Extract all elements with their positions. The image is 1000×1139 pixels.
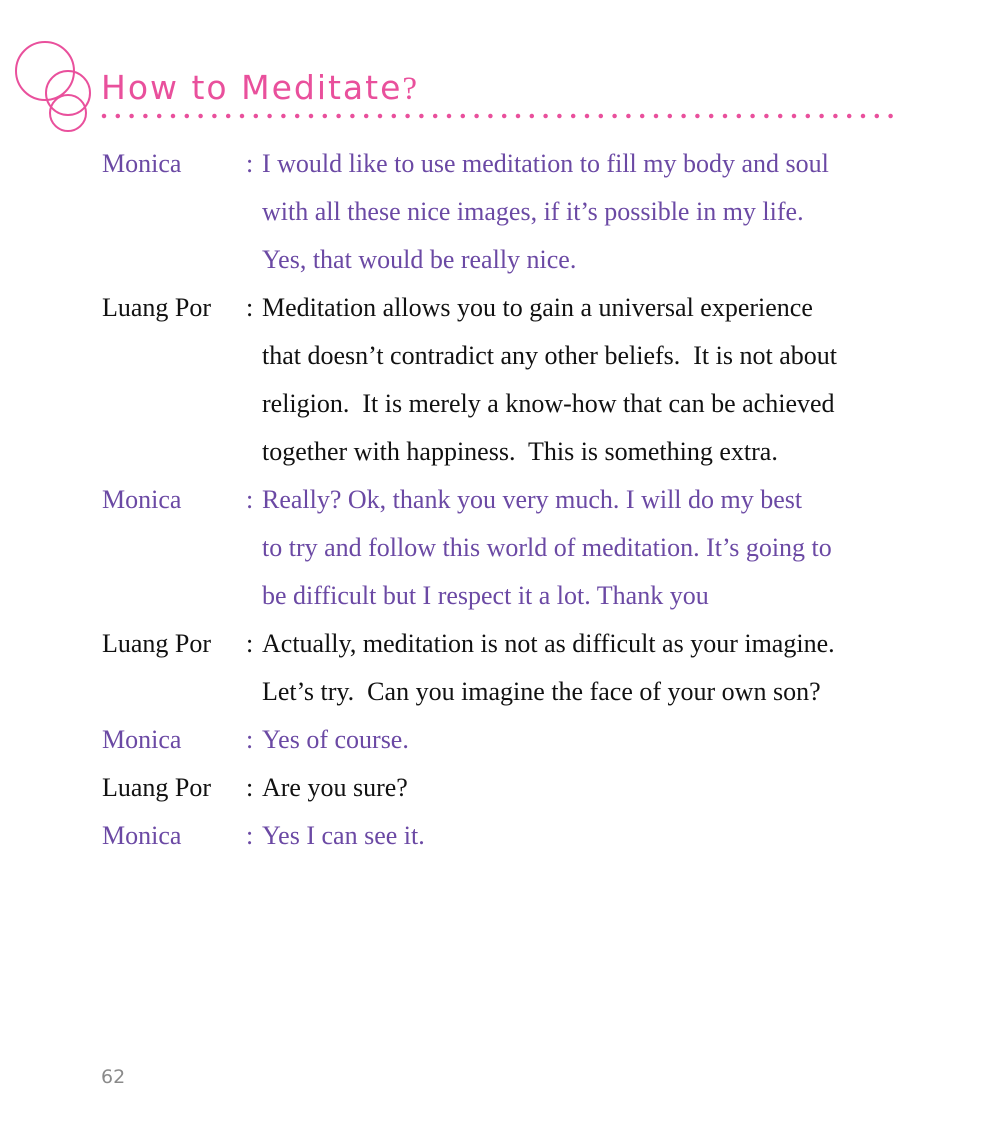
dialogue-entry (0, 476, 1000, 620)
speaker-name: Monica (102, 485, 182, 514)
speaker-separator: : (246, 821, 254, 850)
speech-text (262, 716, 912, 764)
speech-line: Yes I can see it. (262, 821, 425, 850)
speech-line: to try and follow this world of meditation. It’s going to (262, 533, 832, 562)
speech-text (262, 476, 912, 620)
speech-text (262, 140, 912, 284)
dialogue-entry (0, 812, 1000, 860)
page-title-question-mark: ? (402, 71, 418, 107)
speech-line: with all these nice images, if it’s possible in my life. (262, 197, 804, 226)
speech-line: Really? Ok, thank you very much. I will do my best (262, 485, 803, 514)
speech-line: that doesn’t contradict any other beliefs. It is not about (262, 341, 837, 370)
speaker-name: Luang Por (102, 293, 212, 322)
speaker-separator: : (246, 293, 254, 322)
dialogue (0, 140, 1000, 860)
dialogue-entry (0, 620, 1000, 716)
speech-text (262, 284, 912, 476)
speaker-separator: : (246, 485, 254, 514)
page-title (101, 64, 417, 113)
speaker-name: Monica (102, 821, 182, 850)
dialogue-entry (0, 716, 1000, 764)
speech-text (262, 812, 912, 860)
speech-text (262, 764, 912, 812)
speaker-separator: : (246, 629, 254, 658)
speech-line: Yes, that would be really nice. (262, 245, 577, 274)
speech-line: I would like to use meditation to fill my body and soul (262, 149, 829, 178)
speech-line: Meditation allows you to gain a universal experience (262, 293, 813, 322)
speech-line: Let’s try. Can you imagine the face of your own son? (262, 677, 821, 706)
speech-line: Yes of course. (262, 725, 409, 754)
speaker-name: Luang Por (102, 629, 212, 658)
speaker-separator: : (246, 149, 254, 178)
overlapping-circles-icon (8, 38, 108, 138)
speech-text (262, 620, 912, 716)
dotted-title-rule (101, 112, 907, 120)
dialogue-entry (0, 764, 1000, 812)
dialogue-entry (0, 140, 1000, 284)
speaker-name: Monica (102, 149, 182, 178)
speaker-separator: : (246, 725, 254, 754)
speaker-name: Monica (102, 725, 182, 754)
speaker-name: Luang Por (102, 773, 212, 802)
page-number: 62 (101, 1066, 126, 1088)
speech-line: together with happiness. This is something extra. (262, 437, 778, 466)
speech-line: religion. It is merely a know-how that can be achieved (262, 389, 835, 418)
speaker-separator: : (246, 773, 254, 802)
speech-line: be difficult but I respect it a lot. Thank you (262, 581, 709, 610)
speech-line: Are you sure? (262, 773, 408, 802)
dialogue-entry (0, 284, 1000, 476)
page-title-text: How to Meditate (101, 68, 403, 107)
speech-line: Actually, meditation is not as difficult as your imagine. (262, 629, 835, 658)
